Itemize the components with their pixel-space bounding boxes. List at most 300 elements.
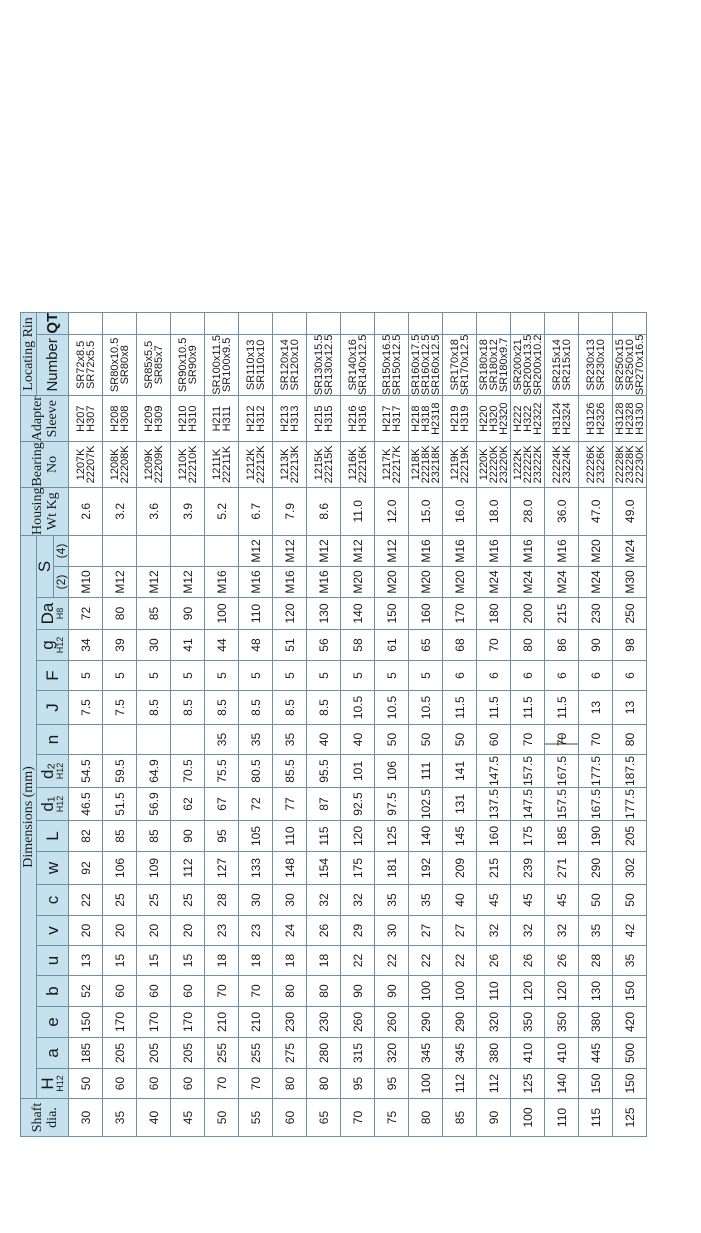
cell-sleeve — [409, 396, 443, 442]
cell-ring — [137, 334, 171, 396]
cell-b: 120 — [511, 976, 545, 1007]
cell-wt: 36.0 — [545, 487, 579, 535]
cell-a: 320 — [375, 1038, 409, 1069]
cell-J: 10.5 — [375, 691, 409, 725]
cell-a: 255 — [205, 1038, 239, 1069]
cell-v: 24 — [273, 916, 307, 946]
ring-line: SR120x10 — [288, 339, 301, 391]
bearing-line: 1212K — [244, 448, 257, 481]
cell-u: 15 — [171, 946, 205, 976]
cell-d2: 59.5 — [103, 755, 137, 788]
cell-sleeve — [477, 396, 511, 442]
bearing-line: 22213K — [288, 445, 301, 484]
cell-n: 35 — [239, 725, 273, 755]
cell-qty — [545, 312, 579, 334]
bearing-line: 1217K — [380, 448, 393, 481]
cell-qty — [137, 312, 171, 334]
cell-g: 90 — [579, 630, 613, 661]
cell-wt: 3.2 — [103, 487, 137, 535]
cell-d1: 167.5 — [579, 788, 613, 821]
cell-H: 112 — [477, 1069, 511, 1099]
bearing-line: 22220K — [487, 445, 500, 484]
cell-g: 65 — [409, 630, 443, 661]
cell-qty — [579, 312, 613, 334]
cell-n: 50 — [443, 725, 477, 755]
cell-qty — [273, 312, 307, 334]
cell-sleeve — [205, 396, 239, 442]
sleeve-line: H215 — [312, 405, 325, 432]
bearing-housing-table — [20, 312, 647, 1137]
cell-ring — [579, 334, 613, 396]
table-row — [137, 312, 171, 1136]
shaft-label: Shaft — [29, 1102, 45, 1133]
ring-line: SR150x12.5 — [390, 334, 403, 396]
ring-line: SR160x17.5 — [409, 334, 422, 396]
sleeve-line: H317 — [390, 405, 403, 432]
bearing-line: 22216K — [356, 445, 369, 484]
bearing-line: 23222K — [531, 445, 544, 484]
cell-Da: 140 — [341, 598, 375, 630]
bearing-line: 22209K — [152, 445, 165, 484]
cell-qty — [443, 312, 477, 334]
dim-symbol: u — [42, 955, 62, 966]
cell-c: 45 — [545, 885, 579, 916]
cell-g: 34 — [69, 630, 103, 661]
cell-g: 86 — [545, 630, 579, 661]
dim-symbol: w — [42, 861, 62, 875]
cell-ring — [273, 334, 307, 396]
cell-v: 26 — [307, 916, 341, 946]
cell-u: 15 — [137, 946, 171, 976]
cell-wt: 28.0 — [511, 487, 545, 535]
cell-dia: 30 — [69, 1099, 103, 1137]
cell-J: 7.5 — [69, 691, 103, 725]
cell-d2: 167.5 — [545, 755, 579, 788]
dim-tolerance: H8 — [55, 607, 65, 620]
cell-wt: 16.0 — [443, 487, 477, 535]
s4-header: (4) — [54, 536, 69, 567]
cell-L: 115 — [307, 821, 341, 852]
cell-e: 230 — [273, 1007, 307, 1038]
cell-sleeve — [69, 396, 103, 442]
cell-w: 192 — [409, 852, 443, 885]
cell-d2: 64.9 — [137, 755, 171, 788]
housing-weight-header: Housing Wt Kg — [21, 487, 69, 535]
cell-Da: 250 — [613, 598, 647, 630]
ring-line: SR160x12.5 — [429, 334, 442, 396]
cell-ring — [375, 334, 409, 396]
cell-bearing — [545, 442, 579, 487]
sleeve-line: H208 — [108, 405, 121, 432]
cell-v: 29 — [341, 916, 375, 946]
cell-e: 210 — [205, 1007, 239, 1038]
cell-w: 133 — [239, 852, 273, 885]
dim-symbol: a — [42, 1048, 62, 1058]
cell-c: 25 — [103, 885, 137, 916]
cell-g: 61 — [375, 630, 409, 661]
cell-e: 230 — [307, 1007, 341, 1038]
cell-sleeve — [511, 396, 545, 442]
ring-line: SR110x10 — [254, 339, 267, 391]
cell-b: 90 — [375, 976, 409, 1007]
cell-ring — [205, 334, 239, 396]
dim-col-header — [37, 821, 69, 852]
cell-bearing — [273, 442, 307, 487]
cell-d1: 67 — [205, 788, 239, 821]
cell-sleeve — [307, 396, 341, 442]
cell-b: 100 — [409, 976, 443, 1007]
dim-symbol: H — [38, 1077, 57, 1090]
cell-g: 48 — [239, 630, 273, 661]
cell-J: 8.5 — [273, 691, 307, 725]
sleeve-line: H222 — [511, 405, 524, 432]
cell-v: 27 — [409, 916, 443, 946]
cell-d2: 141 — [443, 755, 477, 788]
cell-H: 70 — [205, 1069, 239, 1099]
cell-g: 80 — [511, 630, 545, 661]
cell-w: 290 — [579, 852, 613, 885]
cell-d1: 51.5 — [103, 788, 137, 821]
cell-L: 105 — [239, 821, 273, 852]
cell-a: 205 — [171, 1038, 205, 1069]
cell-dia: 70 — [341, 1099, 375, 1137]
cell-Da: 160 — [409, 598, 443, 630]
cell-n: 35 — [205, 725, 239, 755]
cell-bearing — [307, 442, 341, 487]
cell-d2: 177.5 — [579, 755, 613, 788]
cell-n — [103, 725, 137, 755]
cell-u: 22 — [443, 946, 477, 976]
cell-s4: M12 — [307, 536, 341, 567]
sleeve-line: H216 — [346, 405, 359, 432]
cell-v: 20 — [171, 916, 205, 946]
cell-H: 150 — [613, 1069, 647, 1099]
cell-s2: M16 — [239, 567, 273, 598]
sleeve-line: H309 — [152, 405, 165, 432]
sleeve-line: H307 — [84, 405, 97, 432]
cell-dia: 40 — [137, 1099, 171, 1137]
bearing-line: 1208K — [108, 448, 121, 481]
ring-line: SR130x15.5 — [312, 334, 325, 396]
cell-n: 80 — [613, 725, 647, 755]
cell-e: 210 — [239, 1007, 273, 1038]
cell-a: 410 — [545, 1038, 579, 1069]
cell-a: 275 — [273, 1038, 307, 1069]
cell-ring — [307, 334, 341, 396]
sleeve-line: H3128 — [613, 402, 626, 435]
sleeve-line: H207 — [74, 405, 87, 432]
sleeve-line: H220 — [477, 405, 490, 432]
cell-dia: 80 — [409, 1099, 443, 1137]
cell-e: 150 — [69, 1007, 103, 1038]
dim-col-header — [37, 661, 69, 691]
bearing-line: 22224K — [550, 445, 563, 484]
cell-b: 60 — [137, 976, 171, 1007]
cell-wt: 2.6 — [69, 487, 103, 535]
bearing-line: 22210K — [186, 445, 199, 484]
dim-col-header — [37, 916, 69, 946]
bearing-line: 1220K — [477, 448, 490, 481]
cell-c: 32 — [307, 885, 341, 916]
cell-s4: M12 — [375, 536, 409, 567]
cell-Da: 215 — [545, 598, 579, 630]
dim-col-header — [37, 1038, 69, 1069]
dim-col-header — [37, 725, 69, 755]
cell-wt: 8.6 — [307, 487, 341, 535]
cell-w: 239 — [511, 852, 545, 885]
table-row — [613, 312, 647, 1136]
bearing-line: 23228K — [623, 445, 636, 484]
table-row — [69, 312, 103, 1136]
cell-L: 140 — [409, 821, 443, 852]
cell-b: 70 — [205, 976, 239, 1007]
cell-w: 302 — [613, 852, 647, 885]
dim-symbol: J — [42, 703, 62, 712]
ring-line: SR110x13 — [244, 339, 257, 391]
sleeve-line: H2328 — [623, 402, 636, 435]
cell-u: 26 — [545, 946, 579, 976]
dim-col-header — [37, 691, 69, 725]
cell-F: 5 — [375, 661, 409, 691]
cell-F: 6 — [443, 661, 477, 691]
cell-a: 315 — [341, 1038, 375, 1069]
dim-symbol: L — [42, 831, 62, 841]
cell-a: 255 — [239, 1038, 273, 1069]
cell-dia: 110 — [545, 1099, 579, 1137]
bearing-line: 1218K — [409, 448, 422, 481]
bearing-line: 22218K — [419, 445, 432, 484]
cell-sleeve — [239, 396, 273, 442]
cell-wt: 5.2 — [205, 487, 239, 535]
dim-symbol: n — [42, 734, 62, 745]
cell-ring — [511, 334, 545, 396]
cell-Da: 90 — [171, 598, 205, 630]
cell-c: 30 — [239, 885, 273, 916]
cell-u: 18 — [273, 946, 307, 976]
cell-L: 85 — [137, 821, 171, 852]
cell-d2: 70.5 — [171, 755, 205, 788]
cell-n: 50 — [409, 725, 443, 755]
cell-wt: 3.9 — [171, 487, 205, 535]
cell-H: 60 — [137, 1069, 171, 1099]
cell-d1: 77 — [273, 788, 307, 821]
cell-u: 18 — [307, 946, 341, 976]
dim-tolerance: H12 — [55, 762, 65, 780]
table-row — [375, 312, 409, 1136]
cell-L: 120 — [341, 821, 375, 852]
cell-L: 85 — [103, 821, 137, 852]
cell-a: 280 — [307, 1038, 341, 1069]
table-row — [511, 312, 545, 1136]
cell-qty — [103, 312, 137, 334]
qty-header: QT — [37, 312, 69, 334]
cell-b: 90 — [341, 976, 375, 1007]
cell-dia: 85 — [443, 1099, 477, 1137]
cell-ring — [239, 334, 273, 396]
cell-sleeve — [137, 396, 171, 442]
cell-a: 345 — [443, 1038, 477, 1069]
cell-L: 82 — [69, 821, 103, 852]
cell-n — [137, 725, 171, 755]
cell-b: 52 — [69, 976, 103, 1007]
sleeve-line: H3124 — [550, 402, 563, 435]
cell-s4: M16 — [477, 536, 511, 567]
cell-ring — [477, 334, 511, 396]
ring-line: SR90x9 — [186, 345, 199, 385]
cell-L: 90 — [171, 821, 205, 852]
ring-line: SR130x12.5 — [322, 334, 335, 396]
cell-g: 39 — [103, 630, 137, 661]
cell-J: 8.5 — [307, 691, 341, 725]
ring-line: SR170x12.5 — [458, 334, 471, 396]
dim-col-header — [37, 755, 69, 788]
cell-a: 185 — [69, 1038, 103, 1069]
cell-b: 110 — [477, 976, 511, 1007]
cell-g: 58 — [341, 630, 375, 661]
bearing-line: 22208K — [118, 445, 131, 484]
sleeve-line: H311 — [220, 405, 233, 432]
table-row — [341, 312, 375, 1136]
cell-v: 23 — [205, 916, 239, 946]
cell-a: 380 — [477, 1038, 511, 1069]
cell-sleeve — [579, 396, 613, 442]
locating-ring-header: Locating Rin — [21, 312, 37, 395]
sleeve-line: H312 — [254, 405, 267, 432]
cell-v: 20 — [69, 916, 103, 946]
cell-v: 35 — [579, 916, 613, 946]
cell-b: 60 — [171, 976, 205, 1007]
cell-Da: 80 — [103, 598, 137, 630]
ring-line: SR270x16.5 — [633, 334, 646, 396]
bearing-line: 1213K — [278, 448, 291, 481]
dimensions-header: Dimensions (mm) — [21, 536, 37, 1099]
cell-e: 420 — [613, 1007, 647, 1038]
cell-qty — [477, 312, 511, 334]
bearing-line: 1207K — [74, 448, 87, 481]
bearing-line: 22212K — [254, 445, 267, 484]
cell-u: 22 — [375, 946, 409, 976]
cell-n: 50 — [375, 725, 409, 755]
cell-w: 127 — [205, 852, 239, 885]
s2-header: (2) — [54, 567, 69, 598]
dim-symbol: g — [38, 640, 57, 650]
cell-qty — [239, 312, 273, 334]
cell-wt: 7.9 — [273, 487, 307, 535]
dim-col-header — [37, 1069, 69, 1099]
bearing-line: 1216K — [346, 448, 359, 481]
cell-n: 40 — [341, 725, 375, 755]
cell-Da: 72 — [69, 598, 103, 630]
cell-d2: 111 — [409, 755, 443, 788]
cell-L: 205 — [613, 821, 647, 852]
cell-g: 30 — [137, 630, 171, 661]
cell-d2: 157.5 — [511, 755, 545, 788]
cell-a: 500 — [613, 1038, 647, 1069]
cell-n — [171, 725, 205, 755]
sleeve-line: H2318 — [429, 402, 442, 435]
cell-u: 22 — [409, 946, 443, 976]
cell-wt: 3.6 — [137, 487, 171, 535]
ring-line: SR180x18 — [477, 339, 490, 391]
cell-n: 70 — [511, 725, 545, 755]
cell-J: 11.5 — [477, 691, 511, 725]
cell-n: 35 — [273, 725, 307, 755]
sleeve-line: H319 — [458, 405, 471, 432]
cell-L: 160 — [477, 821, 511, 852]
table-row — [477, 312, 511, 1136]
cell-Da: 130 — [307, 598, 341, 630]
cell-bearing — [443, 442, 477, 487]
cell-sleeve — [613, 396, 647, 442]
cell-H: 80 — [307, 1069, 341, 1099]
cell-F: 6 — [545, 661, 579, 691]
cell-bearing — [375, 442, 409, 487]
cell-H: 95 — [375, 1069, 409, 1099]
ring-line: SR85x5.5 — [142, 340, 155, 390]
cell-u: 26 — [477, 946, 511, 976]
cell-u: 18 — [205, 946, 239, 976]
cell-d2: 147.5 — [477, 755, 511, 788]
cell-bearing — [239, 442, 273, 487]
cell-d1: 137.5 — [477, 788, 511, 821]
cell-sleeve — [545, 396, 579, 442]
bearing-line: 1211K — [210, 448, 223, 480]
cell-a: 345 — [409, 1038, 443, 1069]
cell-s4: M12 — [341, 536, 375, 567]
bearing-line: 1222K — [511, 448, 524, 481]
cell-L: 95 — [205, 821, 239, 852]
adapter-header: Adapter Sleeve — [21, 396, 69, 442]
cell-g: 68 — [443, 630, 477, 661]
sleeve-line: H308 — [118, 405, 131, 432]
sleeve-line: H2326 — [594, 402, 607, 435]
cell-c: 45 — [511, 885, 545, 916]
cell-c: 35 — [409, 885, 443, 916]
dia-label: dia. — [44, 1107, 60, 1128]
cell-F: 6 — [511, 661, 545, 691]
cell-e: 260 — [375, 1007, 409, 1038]
cell-qty — [171, 312, 205, 334]
cell-dia: 55 — [239, 1099, 273, 1137]
cell-d1: 56.9 — [137, 788, 171, 821]
cell-c: 28 — [205, 885, 239, 916]
cell-u: 28 — [579, 946, 613, 976]
cell-J: 13 — [613, 691, 647, 725]
dim-tolerance: H12 — [55, 795, 65, 813]
ring-line: SR215x14 — [550, 339, 563, 391]
cell-s4: M16 — [409, 536, 443, 567]
sleeve-line: H213 — [278, 405, 291, 432]
cell-Da: 100 — [205, 598, 239, 630]
cell-J: 8.5 — [171, 691, 205, 725]
sleeve-line: H2322 — [531, 402, 544, 435]
cell-s2: M16 — [205, 567, 239, 598]
cell-ring — [409, 334, 443, 396]
cell-J: 8.5 — [205, 691, 239, 725]
ring-line: SR72x8.5 — [74, 340, 87, 390]
cell-s2: M20 — [341, 567, 375, 598]
ring-line: SR250x15 — [613, 339, 626, 391]
cell-e: 260 — [341, 1007, 375, 1038]
cell-wt: 49.0 — [613, 487, 647, 535]
cell-dia: 65 — [307, 1099, 341, 1137]
cell-F: 5 — [137, 661, 171, 691]
cell-s4: M12 — [239, 536, 273, 567]
cell-w: 175 — [341, 852, 375, 885]
cell-d1: 147.5 — [511, 788, 545, 821]
cell-H: 112 — [443, 1069, 477, 1099]
bearing-line: 22219K — [458, 445, 471, 484]
